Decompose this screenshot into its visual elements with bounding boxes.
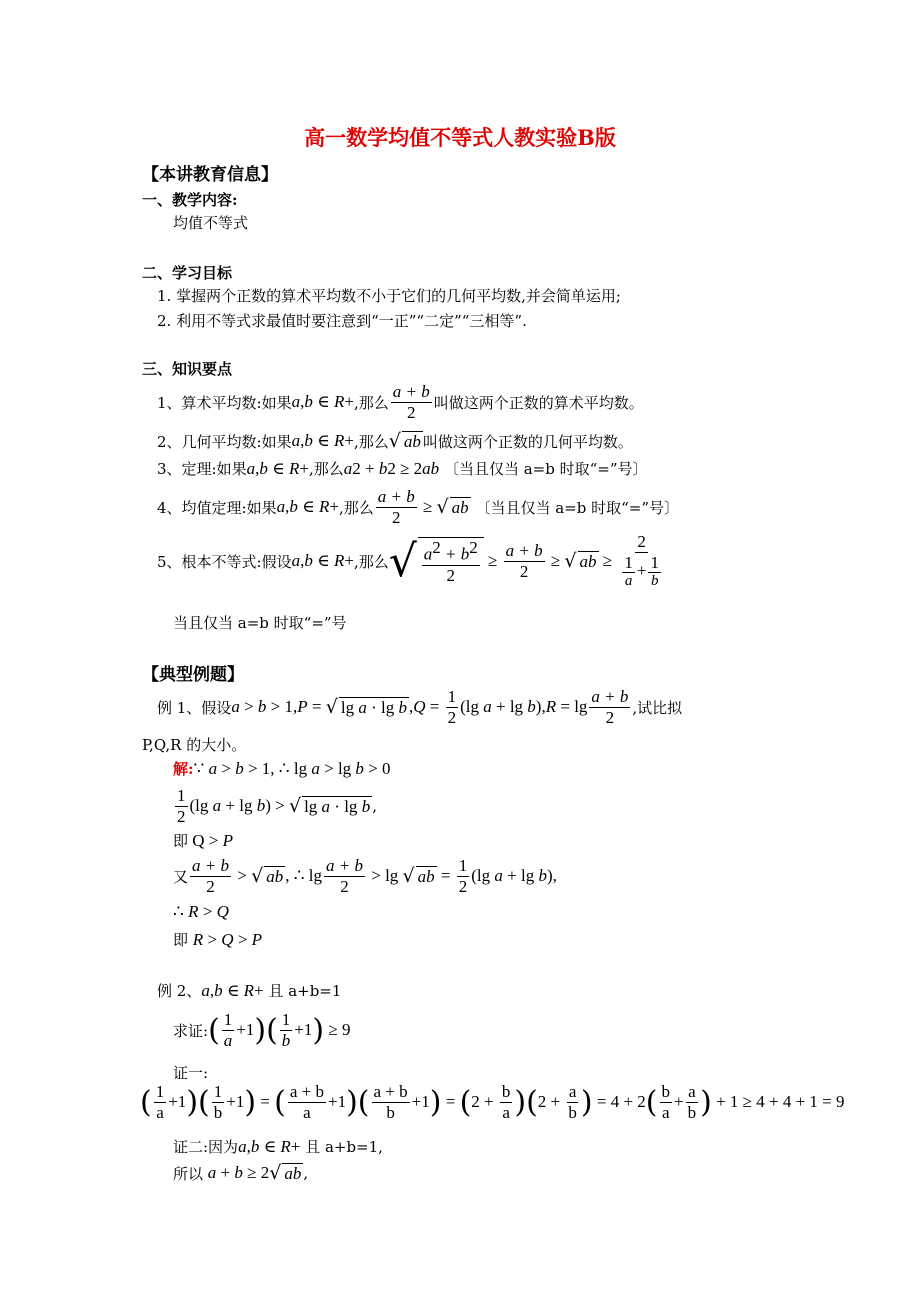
example-1-solution-line5: ∴ R > Q — [173, 902, 229, 921]
example-1-solution-line6: 即 R > Q > P — [173, 929, 263, 949]
keypoint-5: 5、根本不等式:假设 a , b ∈ R + ,那么 √ $\frac{a^2 + b^2}{2}$ ≥ $\frac{a + b}{2}$ ≥ √ ab ≥ 2 $\frac{1}{a}$ + $\frac{1}{b}$ — [157, 532, 659, 590]
formula: a — [291, 392, 301, 412]
keypoint-3: 3、定理:如果 a , b ∈ R + ,那么 a 2 + b 2 ≥ 2 ab 〔当且仅当 a=b 时取“=”号〕 — [157, 458, 648, 478]
example-1-solution-line4: 又 $\frac{a + b}{2}$ > √ ab , ∴ lg $\frac{a + b}{2}$ > lg √ ab = $\frac{1}{2}$ (lg a + lg b), — [173, 856, 557, 896]
keypoint-2: 2、几何平均数:如果 a , b ∈ R + ,那么 √ ab 叫做这两个正数的几何平均数。 — [157, 430, 633, 452]
section-goals-heading: 二、学习目标 — [142, 264, 233, 282]
keypoint-5-note: 当且仅当 a=b 时取“=”号 — [173, 614, 347, 632]
solution-label: 解: — [173, 760, 194, 778]
example-2-proof1-equation: ( $\frac{1}{a}$ +1 )( $\frac{1}{b}$ +1 ) = ( $\frac{a + b}{a}$ +1 )( $\frac{a + b}{b}$ +1 ) = ( 2 + $\frac{b}{a}$ )( 2 + $\frac{a}{b}$ ) = 4 + 2 ( $\frac{b}{a}$ + $\frac{a}{b}$ ) + 1 ≥ 4 + 4 + 1 = 9 — [140, 1082, 845, 1122]
example-2-prove: 求证: ( $\frac{1}{a}$ +1 )( $\frac{1}{b}$ +1 ) ≥ 9 — [173, 1010, 351, 1050]
fraction-a-plus-b-over-2: $\frac{a + b}{2}$ — [392, 382, 430, 422]
example-1-solution-line3: 即 Q > P — [173, 830, 234, 850]
example-1-statement: 例 1、假设 a > b > 1, P = √ lg a · lg b , Q = $\frac{1}{2}$ (lg a + lg b), R = lg $\frac{a + b}{2}$ ,试比拟 — [157, 687, 683, 727]
example-2-proof2-line2: 所以 a + b ≥ 2 √ ab , — [173, 1162, 309, 1184]
goal-item-2: 2. 利用不等式求最值时要注意到“一正”“二定”“三相等”. — [157, 312, 527, 330]
example-1-solution-line2: $\frac{1}{2}$ (lg a + lg b) > √ lg a · lg b , — [177, 786, 377, 826]
sqrt-ab: ab — [403, 431, 421, 451]
section-keypoints-heading: 三、知识要点 — [142, 360, 233, 378]
section-content-body: 均值不等式 — [173, 214, 249, 232]
keypoint-1: 1、算术平均数:如果 a , b ∈ R + ,那么 $\frac{a + b}{2}$ 叫做这两个正数的算术平均数。 — [157, 382, 644, 422]
example-2-statement: 例 2、 a , b ∈ R + 且 a+b=1 — [157, 980, 342, 1000]
example-1-solution-line1: 解: ∵ a > b > 1, ∴ lg a > lg b > 0 — [173, 758, 391, 778]
example-1-line2: P,Q,R 的大小。 — [142, 736, 247, 754]
example-2-proof2-line1: 证二:因为 a , b ∈ R + 且 a+b=1, — [173, 1136, 383, 1156]
keypoint-4: 4、均值定理:如果 a , b ∈ R + ,那么 $\frac{a + b}{2}$ ≥ √ ab 〔当且仅当 a=b 时取“=”号〕 — [157, 487, 679, 527]
section-examples-heading: 【典型例题】 — [142, 665, 244, 685]
goal-item-1: 1. 掌握两个正数的算术平均数不小于它们的几何平均数,并会简单运用; — [157, 287, 621, 305]
section-content-heading: 一、教学内容: — [142, 191, 238, 209]
page-title: 高一数学均值不等式人教实验B版 — [304, 125, 616, 150]
example-2-proof1-label: 证一: — [173, 1064, 209, 1082]
section-info-heading: 【本讲教育信息】 — [142, 165, 278, 185]
